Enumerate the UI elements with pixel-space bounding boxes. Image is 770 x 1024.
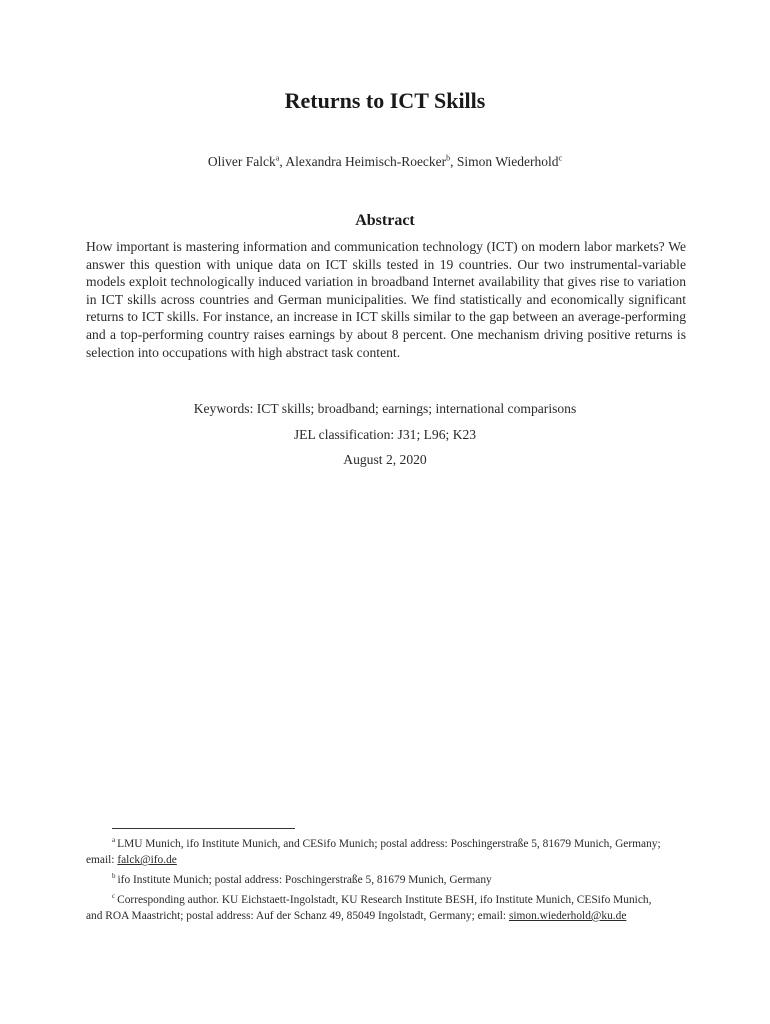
footnote-b [86,872,666,888]
author-separator: , [450,154,457,169]
author-list [0,154,770,170]
affiliation-mark: a [275,153,280,163]
footnote-c [86,892,666,924]
affiliation-mark: b [446,153,451,163]
abstract-text: How important is mastering information and communication technology (ICT) on modern labor markets? We answer this question with unique data on ICT skills tested in 19 countries. Our two instrumental-variable models exploit technologically induced variation in broadband Internet availability that gives rise to variation in ICT skills across countries and German municipalities. We find statistically and economically significant returns to ICT skills. For instance, an increase in ICT skills similar to the gap between an average-performing and a top-performing country raises earnings by about 8 percent. One mechanism driving positive returns is selection into occupations with high abstract task content. [86,239,686,360]
footnote-text: LMU Munich, ifo Institute Munich, and CESifo Munich; postal address: Poschingerstraße 5, 81679 Munich, Germany; email: [86,838,661,866]
author-name: Oliver Falck [207,154,276,169]
author-name: Alexandra Heimisch-Roecker [285,154,447,169]
jel-classification: JEL classification: J31; L96; K23 [293,427,477,442]
footnote-mark: c [112,892,116,901]
paper-date: August 2, 2020 [343,452,427,467]
email-link[interactable]: falck@ifo.de [117,854,177,866]
keywords-line: Keywords: ICT skills; broadband; earnings; international comparisons [193,401,577,416]
footnote-text: Corresponding author. KU Eichstaett-Ingolstadt, KU Research Institute BESH, ifo Institute Munich, CESifo Munich, and ROA Maastricht; postal address: Auf der Schanz 49, 85049 Ingolstadt, Germany; email: [86,894,652,922]
email-link[interactable]: simon.wiederhold@ku.de [508,910,627,922]
footnote-text: ifo Institute Munich; postal address: Poschingerstraße 5, 81679 Munich, Germany [117,874,492,886]
footnote-mark: a [112,836,116,845]
footnote-a [86,836,666,868]
footnote-mark: b [112,872,116,881]
footnote-divider [112,828,295,829]
author-separator: , [279,154,286,169]
paper-title: Returns to ICT Skills [284,88,486,113]
footnotes [86,836,666,928]
abstract-heading: Abstract [355,212,415,229]
affiliation-mark: c [558,153,563,163]
author-name: Simon Wiederhold [456,154,559,169]
